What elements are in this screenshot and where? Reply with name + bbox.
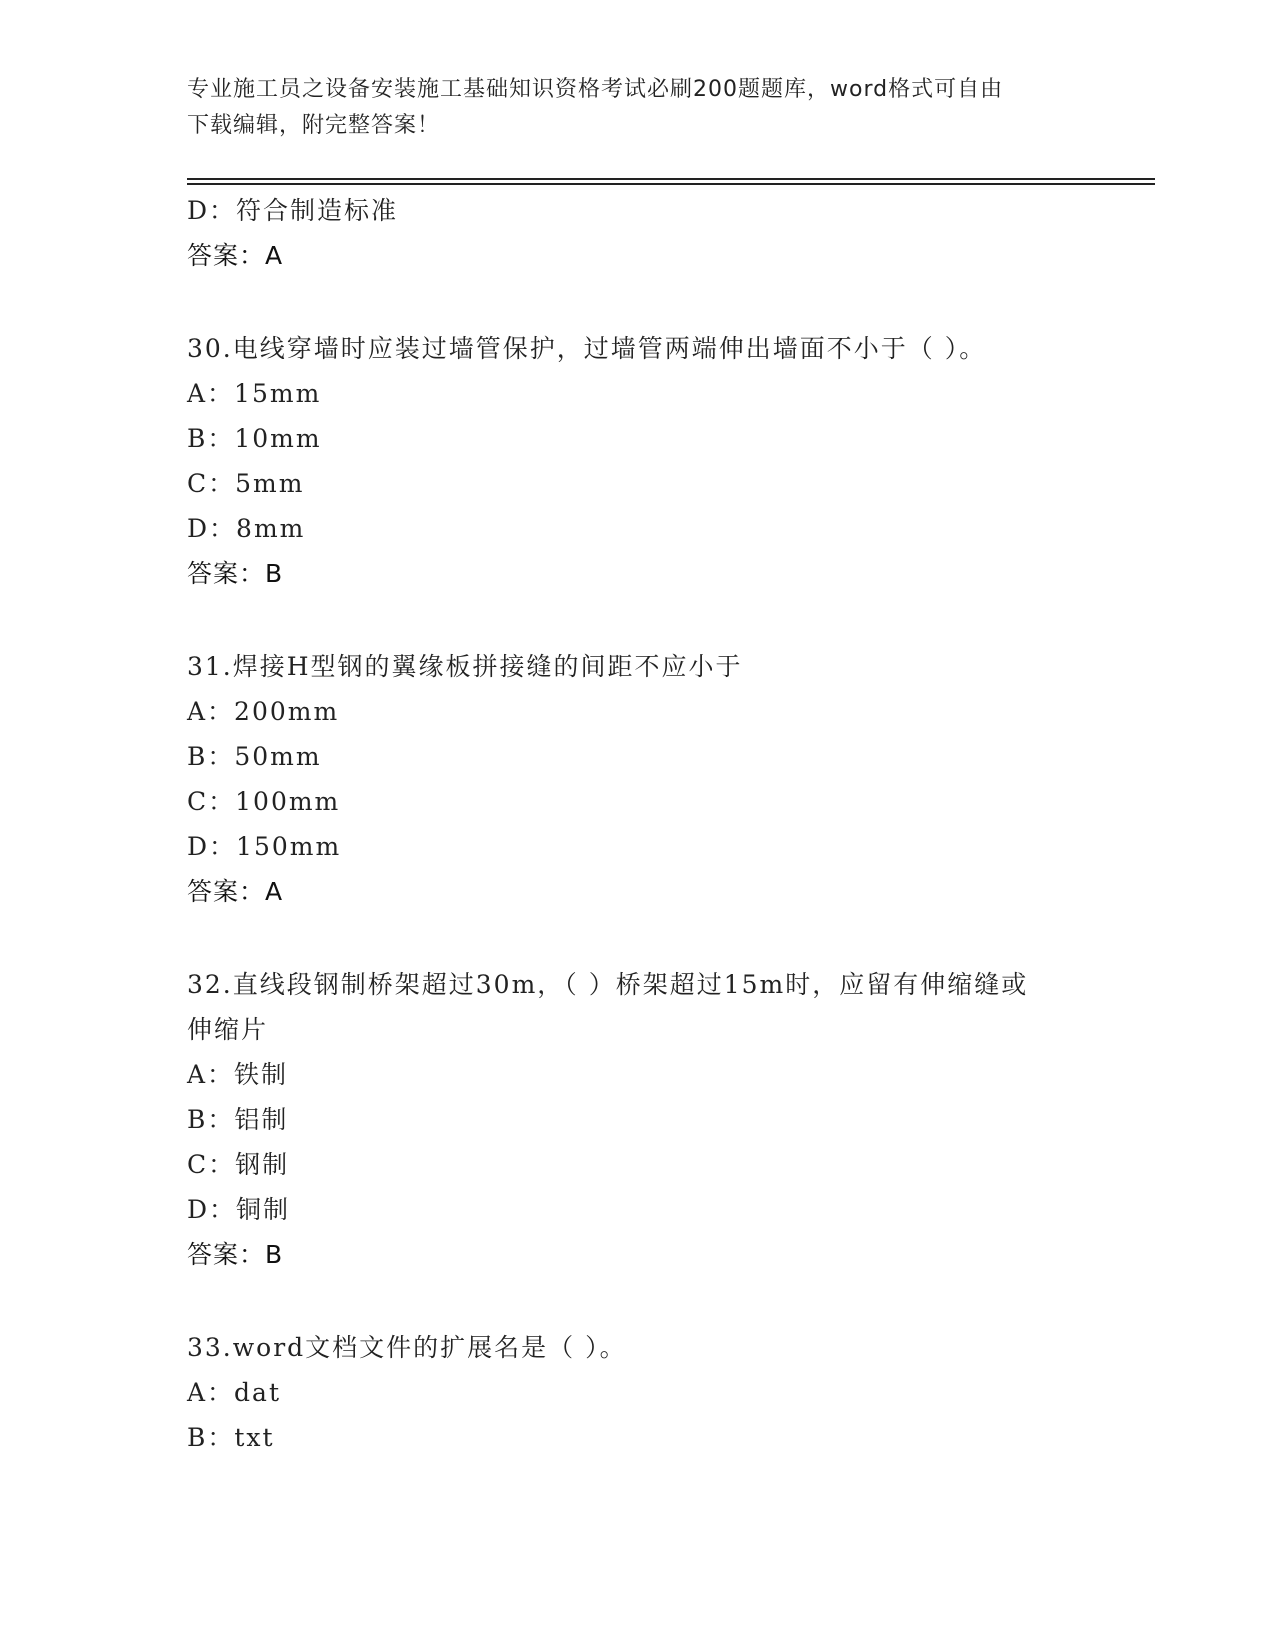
q31-question: 31.焊接H型钢的翼缘板拼接缝的间距不应小于: [187, 652, 743, 681]
q32-answer: 答案：B: [187, 1240, 284, 1269]
q32-question-line-1: 32.直线段钢制桥架超过30m，（ ）桥架超过15m时，应留有伸缩缝或: [187, 970, 1029, 999]
q33-option-a: A：dat: [187, 1378, 282, 1407]
q33-question: 33.word文档文件的扩展名是（ ）。: [187, 1333, 627, 1362]
question-spacer: [187, 596, 1147, 644]
q29-answer: 答案：A: [187, 241, 284, 270]
header-divider-top: [187, 178, 1155, 180]
q29-option-d: D：符合制造标准: [187, 196, 399, 225]
q33-option-b: B：txt: [187, 1423, 275, 1452]
header-title-line-1: 专业施工员之设备安装施工基础知识资格考试必刷200题题库，word格式可自由: [187, 77, 1004, 102]
q32-option-d: D：铜制: [187, 1195, 291, 1224]
q30-option-a: A：15mm: [187, 379, 322, 408]
question-spacer: [187, 1277, 1147, 1325]
q31-option-d: D：150mm: [187, 832, 342, 861]
q32-option-a: A：铁制: [187, 1060, 289, 1089]
q31-option-a: A：200mm: [187, 697, 340, 726]
q32-question-line-2: 伸缩片: [187, 1015, 269, 1044]
q32-option-c: C：钢制: [187, 1150, 290, 1179]
q31-answer: 答案：A: [187, 877, 284, 906]
q30-option-d: D：8mm: [187, 514, 306, 543]
q31-option-c: C：100mm: [187, 787, 341, 816]
q30-question: 30.电线穿墙时应装过墙管保护，过墙管两端伸出墙面不小于（ ）。: [187, 334, 987, 363]
q30-option-b: B：10mm: [187, 424, 322, 453]
q31-option-b: B：50mm: [187, 742, 322, 771]
question-content: [187, 188, 1147, 1460]
header-divider-bottom: [187, 183, 1155, 185]
question-spacer: [187, 278, 1147, 326]
q30-answer: 答案：B: [187, 559, 284, 588]
q32-option-b: B：铝制: [187, 1105, 289, 1134]
header-title-line-2: 下载编辑，附完整答案！: [187, 113, 441, 138]
question-spacer: [187, 914, 1147, 962]
document-header: [187, 72, 1067, 144]
q30-option-c: C：5mm: [187, 469, 305, 498]
